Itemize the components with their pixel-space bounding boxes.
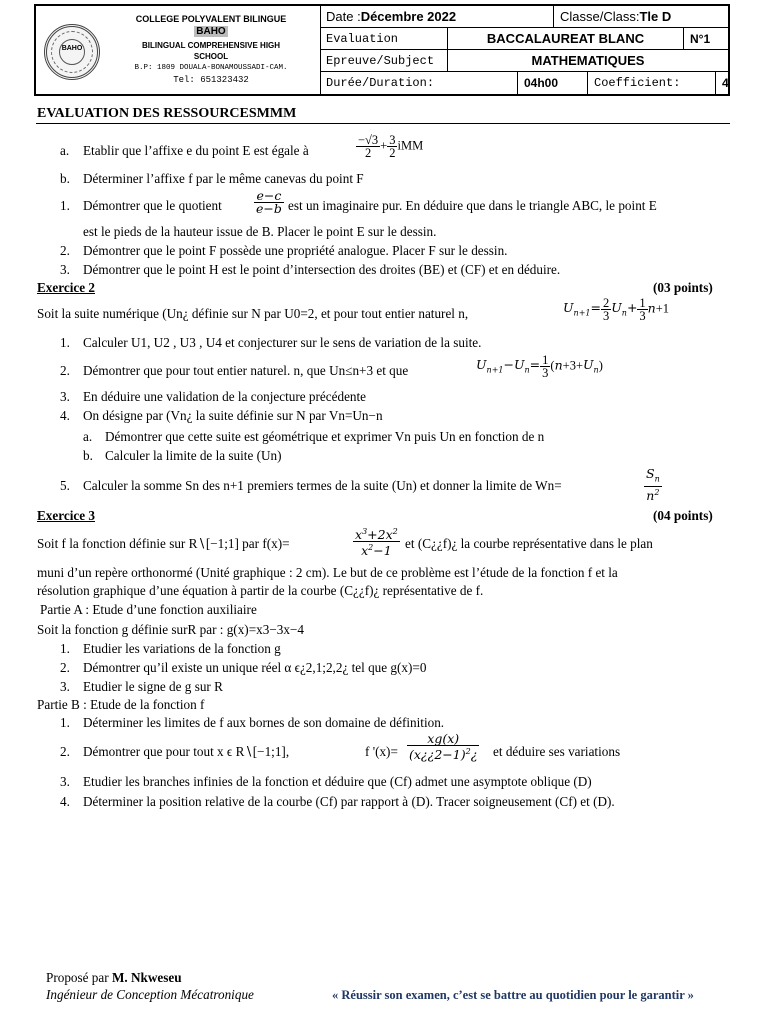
ex2-q1-text: Calculer U1, U2 , U3 , U4 et conjecturer sur le sens de variation de la suite. [83,335,482,350]
school-block [36,6,321,94]
ex3-b2-label: 2. [60,744,70,759]
evaluation-value: BACCALAUREAT BLANC [448,28,684,50]
item-b-label: b. [60,171,70,186]
ex2-q2-label: 2. [60,363,70,378]
ex3-g-definition: Soit la fonction g définie surR par : g(x)=x3−3x−4 [37,622,304,637]
ex3-a3-text: Etudier le signe de g sur R [83,679,223,694]
ex3-b2-fraction: $\frac{xg(x)}{(x¿¿2-1)^2¿}$ [409,731,478,763]
ex2-q4b-text: Calculer la limite de la suite (Un) [105,448,282,463]
school-sub1: BILINGUAL COMPREHENSIVE HIGH [141,41,281,50]
ex3-b3-text: Etudier les branches infinies de la fonction et déduire que (Cf) admet une asymptote oblique (D) [83,774,592,789]
footer-author: M. Nkweseu [111,970,182,985]
item-a-label: a. [60,143,70,158]
ex2-q4-label: 4. [60,408,70,423]
duration-label: Durée/Duration: [320,72,518,94]
q2-text: Démontrer que le point F possède une propriété analogue. Placer F sur le dessin. [83,243,508,258]
ex3-line2: muni d’un repère orthonormé (Unité graphique : 2 cm). Le but de ce problème est l’étude de la fonction f et la [37,565,618,580]
ex2-q2-formula: $U_{n+1}-U_n=$ $\frac{1}{3}$ $(n+3+U_n)$ [476,353,603,380]
ex2-q3-label: 3. [60,389,70,404]
ex2-q4a-label: a. [83,429,93,444]
school-name-highlight: BAHO [196,26,226,37]
ex2-q4a-text: Démontrer que cette suite est géométrique et exprimer Vn puis Un en fonction de n [105,429,545,444]
date-label: Date : [326,9,361,24]
ex3-a3-label: 3. [60,679,70,694]
school-tel: Tel: 651323432 [173,75,249,85]
exercise2-title: Exercice 2 [37,280,95,295]
ex3-b2-text-a: Démontrer que pour tout x ϵ R∖[−1;1], [83,744,290,759]
ex2-q1-label: 1. [60,335,70,350]
ex3-b4-text: Déterminer la position relative de la courbe (Cf) par rapport à (D). Tracer soigneusement (Cf) et (D). [83,794,615,809]
coefficient-label: Coefficient: [588,72,716,94]
ex3-partB-title: Partie B : Etude de la fonction f [37,697,205,712]
school-name: COLLEGE POLYVALENT BILINGUE [135,14,287,24]
footer-proposed: Proposé par M. Nkweseu [46,970,182,985]
ex3-line3: résolution graphique d’une équation à partir de la courbe (C¿¿f)¿ représentative de f. [37,583,484,598]
exercise2-points: (03 points) [653,280,713,295]
evaluation-label: Evaluation [320,28,448,50]
logo-text: BAHO [61,45,83,52]
ex2-intro: Soit la suite numérique (Un¿ définie sur N par U0=2, et pour tout entier naturel n, [37,306,469,321]
q1-label: 1. [60,198,70,213]
date-value: Décembre 2022 [360,9,457,24]
q3-label: 3. [60,262,70,277]
ex3-a2-label: 2. [60,660,70,675]
title-divider [36,123,730,124]
exercise3-title: Exercice 3 [37,508,95,523]
ex3-b4-label: 4. [60,794,70,809]
section-title: EVALUATION DES RESSOURCESMMM [37,106,297,121]
ex2-q2-text: Démontrer que pour tout entier naturel. n, que Un≤n+3 et que [83,363,409,378]
item-a-formula: $\frac{-√3}{2}$ + $\frac{3}{2}$ iMM [358,133,424,160]
exercise3-points: (04 points) [653,508,713,523]
ex3-a1-text: Etudier les variations de la fonction g [83,641,281,656]
q1-text-c: est le pieds de la hauteur issue de B. Placer le point E sur le dessin. [83,224,437,239]
ex2-q5-fraction: $\frac{S_n}{n^2}$ [646,466,660,503]
subject-value: MATHEMATIQUES [448,50,728,72]
ex3-b1-text: Déterminer les limites de f aux bornes de son domaine de définition. [83,715,445,730]
footer-motto: « Réussir son examen, c’est se battre au quotidien pour le garantir » [332,988,694,1002]
exam-header [34,4,730,96]
ex3-f-fraction: $\frac{x^3+2x^2}{x^2-1}$ [355,527,398,559]
ex3-b1-label: 1. [60,715,70,730]
school-logo [44,24,100,80]
ex2-q3-text: En déduire une validation de la conjecture précédente [83,389,367,404]
ex3-intro-a: Soit f la fonction définie sur R∖[−1;1] par f(x)= [37,536,290,551]
ex2-q5-text: Calculer la somme Sn des n+1 premiers termes de la suite (Un) et donner la limite de Wn= [83,478,562,493]
ex2-q4b-label: b. [83,448,93,463]
school-sub2: SCHOOL [193,52,229,61]
ex3-a1-label: 1. [60,641,70,656]
footer-role: Ingénieur de Conception Mécatronique [46,987,254,1002]
duration-value: 04h00 [518,72,588,94]
q1-text-b: est un imaginaire pur. En déduire que dans le triangle ABC, le point E [288,198,657,213]
q3-text: Démontrer que le point H est le point d’intersection des droites (BE) et (CF) et en déduire. [83,262,561,277]
class-label: Classe/Class: [560,9,640,24]
ex3-intro-b: et (C¿¿f)¿ la courbe représentative dans le plan [405,536,653,551]
ex2-recurrence: $U_{n+1}=$ $\frac{2}{3}$ $U_n+$ $\frac{1}{3}$ n+1 [563,296,670,323]
ex3-a2-text: Démontrer qu’il existe un unique réel α ϵ¿2,1;2,2¿ tel que g(x)=0 [83,660,427,675]
q1-text-a: Démontrer que le quotient [83,198,222,213]
item-b: Déterminer l’affixe f par le même canevas du point F [83,171,364,186]
ex3-b3-label: 3. [60,774,70,789]
item-a: Etablir que l’affixe e du point E est égale à [83,143,309,158]
school-address: B.P: 1809 DOUALA-BONAMOUSSADI-CAM. [134,64,288,72]
ex3-b2-text-b: f '(x)= [365,744,398,759]
class-value: Tle D [639,9,672,24]
coefficient-value: 4 [722,76,729,90]
q2-label: 2. [60,243,70,258]
ex3-b2-text-c: et déduire ses variations [493,744,621,759]
ex2-q5-label: 5. [60,478,70,493]
q1-fraction: $\frac{e-c}{e-b}$ [256,188,282,216]
exam-info-grid [320,6,728,94]
subject-label: Epreuve/Subject [320,50,448,72]
exam-number: N°1 [684,28,728,50]
ex3-partA-title: Partie A : Etude d’une fonction auxiliaire [40,602,257,617]
ex2-q4-text: On désigne par (Vn¿ la suite définie sur N par Vn=Un−n [83,408,383,423]
